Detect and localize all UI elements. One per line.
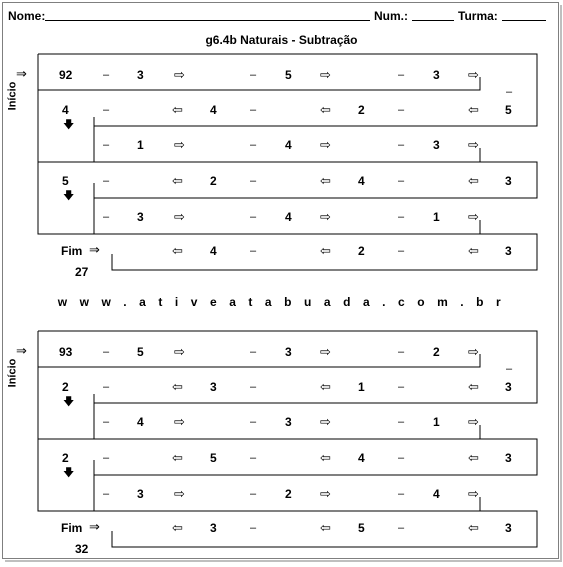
minus-sign: – (398, 104, 405, 116)
class-label: Turma: (458, 9, 498, 23)
double-right-arrow-icon: ⇒ (16, 343, 27, 358)
number-cell: 3 (285, 345, 292, 359)
number-cell: 1 (358, 380, 365, 394)
number-cell: 3 (285, 415, 292, 429)
left-arrow-icon: ⇦ (468, 243, 479, 258)
minus-sign: – (398, 416, 405, 428)
minus-sign: – (398, 175, 405, 187)
minus-sign: – (398, 245, 405, 257)
minus-sign: – (398, 139, 405, 151)
right-arrow-icon: ⇨ (174, 137, 185, 152)
right-arrow-icon: ⇨ (320, 67, 331, 82)
right-arrow-icon: ⇨ (174, 486, 185, 501)
subtraction-puzzle-2 (0, 327, 563, 567)
end-label: Fim (61, 521, 83, 535)
minus-sign: – (103, 139, 110, 151)
right-arrow-icon: ⇨ (320, 137, 331, 152)
down-arrow-icon: 🡇 (63, 396, 75, 408)
left-arrow-icon: ⇦ (320, 243, 331, 258)
right-arrow-icon: ⇨ (320, 209, 331, 224)
left-arrow-icon: ⇦ (172, 243, 183, 258)
minus-sign: – (250, 452, 257, 464)
number-cell: 1 (137, 138, 144, 152)
minus-sign: – (398, 488, 405, 500)
minus-sign: – (250, 69, 257, 81)
minus-sign: – (398, 69, 405, 81)
minus-sign: – (103, 175, 110, 187)
start-label: Início (6, 81, 19, 111)
result-number: 32 (75, 542, 89, 556)
minus-sign: – (506, 156, 513, 168)
number-cell: 2 (285, 487, 292, 501)
minus-sign: – (250, 346, 257, 358)
number-field-line[interactable] (412, 20, 454, 21)
number-cell: 3 (505, 380, 512, 394)
left-arrow-icon: ⇦ (320, 520, 331, 535)
number-cell: 3 (505, 521, 512, 535)
minus-sign: – (250, 416, 257, 428)
right-arrow-icon: ⇨ (468, 209, 479, 224)
left-arrow-icon: ⇦ (172, 173, 183, 188)
right-arrow-icon: ⇨ (174, 414, 185, 429)
right-arrow-icon: ⇨ (468, 67, 479, 82)
number-cell: 2 (62, 380, 69, 394)
number-cell: 3 (210, 521, 217, 535)
number-cell: 3 (137, 487, 144, 501)
minus-sign: – (398, 522, 405, 534)
number-cell: 3 (505, 244, 512, 258)
minus-sign: – (250, 139, 257, 151)
number-cell: 3 (137, 68, 144, 82)
double-right-arrow-icon: ⇒ (16, 66, 27, 81)
minus-sign: – (250, 245, 257, 257)
left-arrow-icon: ⇦ (320, 173, 331, 188)
number-cell: 2 (358, 244, 365, 258)
number-cell: 4 (433, 487, 440, 501)
number-cell: 1 (433, 415, 440, 429)
minus-sign: – (250, 488, 257, 500)
minus-sign: – (103, 104, 110, 116)
minus-sign: – (103, 69, 110, 81)
minus-sign: – (398, 381, 405, 393)
website-url: w w w . a t i v e a t a b u a d a . c o m . b r (57, 295, 506, 309)
number-cell: 3 (433, 138, 440, 152)
minus-sign: – (103, 211, 110, 223)
right-arrow-icon: ⇨ (468, 344, 479, 359)
minus-sign: – (398, 346, 405, 358)
number-cell: 2 (358, 103, 365, 117)
number-cell: 5 (505, 103, 512, 117)
right-arrow-icon: ⇨ (320, 414, 331, 429)
left-arrow-icon: ⇦ (320, 450, 331, 465)
down-arrow-icon: 🡇 (63, 467, 75, 479)
right-arrow-icon: ⇨ (468, 486, 479, 501)
number-cell: 5 (210, 451, 217, 465)
number-cell: 5 (358, 521, 365, 535)
minus-sign: – (103, 488, 110, 500)
number-cell: 2 (433, 345, 440, 359)
right-arrow-icon: ⇨ (174, 209, 185, 224)
left-arrow-icon: ⇦ (172, 520, 183, 535)
minus-sign: – (250, 211, 257, 223)
left-arrow-icon: ⇦ (320, 102, 331, 117)
start-label: Início (6, 358, 19, 388)
number-cell: 2 (62, 451, 69, 465)
number-cell: 4 (358, 174, 365, 188)
left-arrow-icon: ⇦ (320, 379, 331, 394)
minus-sign: – (103, 452, 110, 464)
number-cell: 4 (210, 244, 217, 258)
number-cell: 4 (62, 103, 69, 117)
minus-sign: – (250, 522, 257, 534)
number-cell: 3 (505, 451, 512, 465)
subtraction-puzzle-1 (0, 50, 563, 290)
minus-sign: – (398, 452, 405, 464)
number-cell: 4 (285, 138, 292, 152)
number-label: Num.: (374, 9, 408, 23)
number-cell: 4 (358, 451, 365, 465)
result-number: 27 (75, 265, 89, 279)
number-cell: 5 (62, 174, 69, 188)
number-cell: 1 (433, 210, 440, 224)
number-cell: 3 (505, 174, 512, 188)
name-field-line[interactable] (45, 20, 370, 21)
number-cell: 2 (210, 174, 217, 188)
double-right-arrow-icon: ⇒ (89, 519, 100, 534)
right-arrow-icon: ⇨ (468, 414, 479, 429)
double-right-arrow-icon: ⇒ (89, 242, 100, 257)
left-arrow-icon: ⇦ (172, 379, 183, 394)
left-arrow-icon: ⇦ (468, 520, 479, 535)
end-label: Fim (61, 244, 83, 258)
minus-sign: – (398, 211, 405, 223)
left-arrow-icon: ⇦ (468, 450, 479, 465)
right-arrow-icon: ⇨ (468, 137, 479, 152)
left-arrow-icon: ⇦ (468, 102, 479, 117)
start-number: 92 (59, 68, 73, 82)
down-arrow-icon: 🡇 (63, 190, 75, 202)
down-arrow-icon: 🡇 (63, 119, 75, 131)
minus-sign: – (506, 86, 513, 98)
minus-sign: – (506, 505, 513, 517)
number-cell: 3 (137, 210, 144, 224)
class-field-line[interactable] (502, 20, 546, 21)
minus-sign: – (103, 381, 110, 393)
name-label: Nome: (8, 9, 46, 23)
minus-sign: – (103, 416, 110, 428)
right-arrow-icon: ⇨ (320, 344, 331, 359)
exercise-title: g6.4b Naturais - Subtração (205, 33, 358, 47)
right-arrow-icon: ⇨ (320, 486, 331, 501)
minus-sign: – (250, 175, 257, 187)
left-arrow-icon: ⇦ (468, 173, 479, 188)
number-cell: 5 (285, 68, 292, 82)
number-cell: 3 (433, 68, 440, 82)
number-cell: 5 (137, 345, 144, 359)
number-cell: 4 (285, 210, 292, 224)
number-cell: 4 (137, 415, 144, 429)
minus-sign: – (103, 346, 110, 358)
left-arrow-icon: ⇦ (172, 450, 183, 465)
left-arrow-icon: ⇦ (468, 379, 479, 394)
number-cell: 3 (210, 380, 217, 394)
left-arrow-icon: ⇦ (172, 102, 183, 117)
minus-sign: – (506, 228, 513, 240)
start-number: 93 (59, 345, 73, 359)
minus-sign: – (506, 433, 513, 445)
right-arrow-icon: ⇨ (174, 67, 185, 82)
minus-sign: – (506, 363, 513, 375)
right-arrow-icon: ⇨ (174, 344, 185, 359)
number-cell: 4 (210, 103, 217, 117)
minus-sign: – (250, 104, 257, 116)
minus-sign: – (250, 381, 257, 393)
